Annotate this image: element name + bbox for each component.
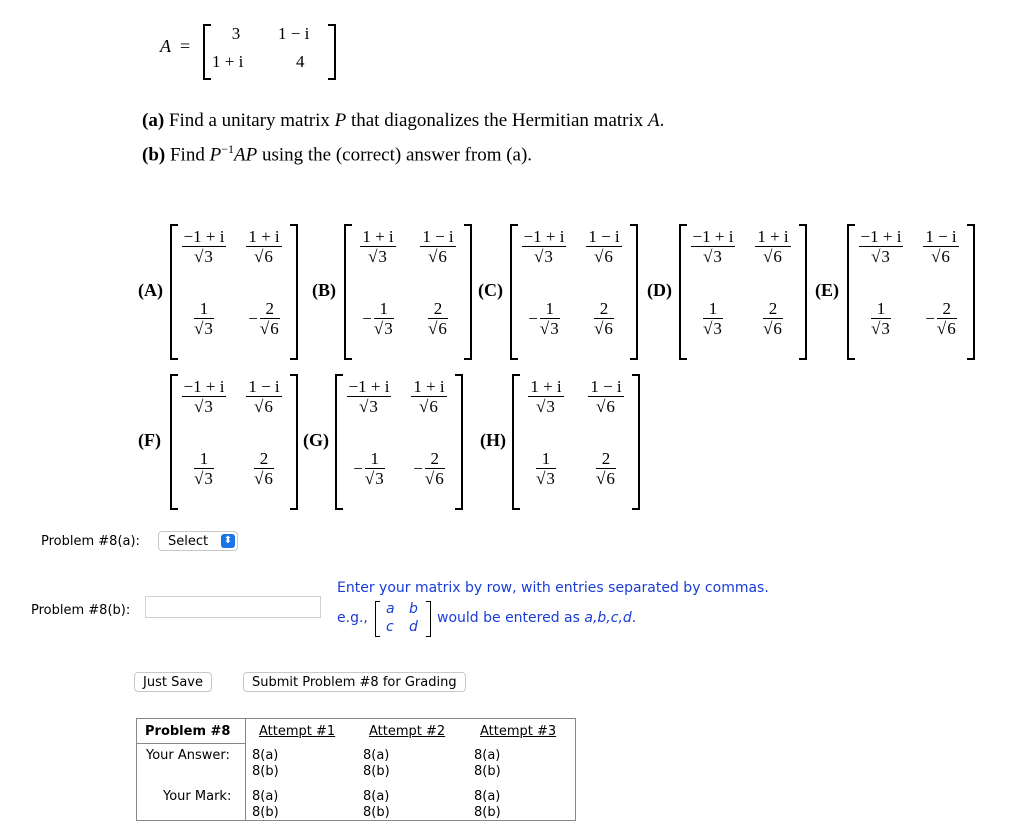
- attempt-3-header[interactable]: Attempt #3: [480, 724, 557, 739]
- choice-entry: $\frac{1}{√3}$: [194, 449, 213, 488]
- choice-entry: − $\frac{2}{√6}$: [413, 449, 444, 488]
- problem-8b-label: Problem #8(b):: [31, 603, 131, 618]
- choice-entry: $\frac{-1 + i}{√3}$: [183, 377, 225, 416]
- choice-a: [138, 222, 298, 362]
- choice-entry: $\frac{1 + i}{√3}$: [362, 227, 394, 266]
- attempt-1-mark: 8(a) 8(b): [252, 789, 279, 820]
- attempt-1-answer: 8(a) 8(b): [252, 748, 279, 779]
- choice-entry: $\frac{1 - i}{√6}$: [422, 227, 454, 266]
- matrix-a-right-bracket: [328, 24, 336, 80]
- your-answer-label: Your Answer:: [146, 748, 230, 763]
- choice-label-e: (E): [815, 280, 839, 300]
- choice-c: [478, 222, 638, 362]
- choice-label-f: (F): [138, 430, 161, 450]
- hint-line-1: Enter your matrix by row, with entries separated by commas.: [337, 580, 769, 596]
- question-a: (a) Find a unitary matrix P that diagonalizes the Hermitian matrix A.: [142, 110, 665, 131]
- choice-d: [647, 222, 807, 362]
- attempt-3-answer: 8(a) 8(b): [474, 748, 501, 779]
- choice-entry: $\frac{-1 + i}{√3}$: [348, 377, 390, 416]
- problem-8a-label: Problem #8(a):: [41, 534, 140, 549]
- choice-label-h: (H): [480, 430, 506, 450]
- choice-entry: $\frac{1 + i}{√6}$: [413, 377, 445, 416]
- problem-8a-select[interactable]: Select ⬍: [158, 531, 238, 551]
- your-mark-label: Your Mark:: [163, 789, 232, 804]
- choice-b: [312, 222, 472, 362]
- attempt-1-header[interactable]: Attempt #1: [259, 724, 336, 739]
- choice-f: [138, 372, 298, 512]
- hint-line-2: would be entered as a,b,c,d.: [437, 610, 637, 626]
- choice-e: [815, 222, 975, 362]
- choice-label-d: (D): [647, 280, 672, 300]
- attempt-3-mark: 8(a) 8(b): [474, 789, 501, 820]
- choice-entry: $\frac{1 - i}{√6}$: [590, 377, 622, 416]
- choice-entry: $\frac{1}{√3}$: [536, 449, 555, 488]
- choice-entry: $\frac{1}{√3}$: [871, 299, 890, 338]
- matrix-a-name: A: [160, 36, 171, 56]
- matrix-a-a12: 1 − i: [278, 24, 310, 43]
- choice-entry: $\frac{-1 + i}{√3}$: [860, 227, 902, 266]
- choice-entry: $\frac{-1 + i}{√3}$: [692, 227, 734, 266]
- matrix-a-a22: 4: [296, 52, 305, 71]
- choice-entry: − $\frac{1}{√3}$: [362, 299, 393, 338]
- problem-8b-input[interactable]: [145, 596, 321, 618]
- choice-label-g: (G): [303, 430, 329, 450]
- choice-entry: $\frac{1}{√3}$: [703, 299, 722, 338]
- just-save-button[interactable]: Just Save: [134, 672, 212, 692]
- attempt-2-mark: 8(a) 8(b): [363, 789, 390, 820]
- choice-entry: $\frac{1 + i}{√6}$: [757, 227, 789, 266]
- matrix-a-equals: =: [180, 36, 191, 56]
- choice-entry: $\frac{-1 + i}{√3}$: [523, 227, 565, 266]
- choice-entry: − $\frac{2}{√6}$: [248, 299, 279, 338]
- choice-entry: $\frac{-1 + i}{√3}$: [183, 227, 225, 266]
- choice-entry: − $\frac{1}{√3}$: [528, 299, 559, 338]
- hint-example-label: e.g.,: [337, 610, 368, 626]
- choice-entry: $\frac{1 + i}{√6}$: [248, 227, 280, 266]
- choice-label-a: (A): [138, 280, 163, 300]
- choice-h: [480, 372, 640, 512]
- matrix-a-a21: 1 + i: [212, 52, 244, 71]
- choice-entry: − $\frac{1}{√3}$: [353, 449, 384, 488]
- choice-label-c: (C): [478, 280, 503, 300]
- choice-entry: $\frac{1 - i}{√6}$: [248, 377, 280, 416]
- hint-example-matrix: a b c d: [375, 601, 431, 639]
- choice-entry: $\frac{1 + i}{√3}$: [530, 377, 562, 416]
- submit-grading-button[interactable]: Submit Problem #8 for Grading: [243, 672, 466, 692]
- choice-entry: − $\frac{2}{√6}$: [925, 299, 956, 338]
- question-b: (b) Find $P^{-1}AP$ using the (correct) answer from (a).: [142, 142, 533, 166]
- attempt-2-answer: 8(a) 8(b): [363, 748, 390, 779]
- matrix-a-a11: 3: [231, 24, 241, 43]
- choice-entry: $\frac{2}{√6}$: [763, 299, 782, 338]
- attempt-2-header[interactable]: Attempt #2: [369, 724, 446, 739]
- select-chevron-icon: ⬍: [221, 534, 235, 548]
- attempts-corner: Problem #8: [145, 724, 231, 739]
- attempts-table: [136, 718, 576, 821]
- choice-entry: $\frac{1 - i}{√6}$: [588, 227, 620, 266]
- choice-entry: $\frac{2}{√6}$: [428, 299, 447, 338]
- matrix-a-left-bracket: [203, 24, 211, 80]
- choice-entry: $\frac{2}{√6}$: [594, 299, 613, 338]
- choice-label-b: (B): [312, 280, 336, 300]
- choice-g: [303, 372, 463, 512]
- choice-entry: $\frac{2}{√6}$: [254, 449, 273, 488]
- choice-entry: $\frac{2}{√6}$: [596, 449, 615, 488]
- choice-entry: $\frac{1}{√3}$: [194, 299, 213, 338]
- choice-entry: $\frac{1 - i}{√6}$: [925, 227, 957, 266]
